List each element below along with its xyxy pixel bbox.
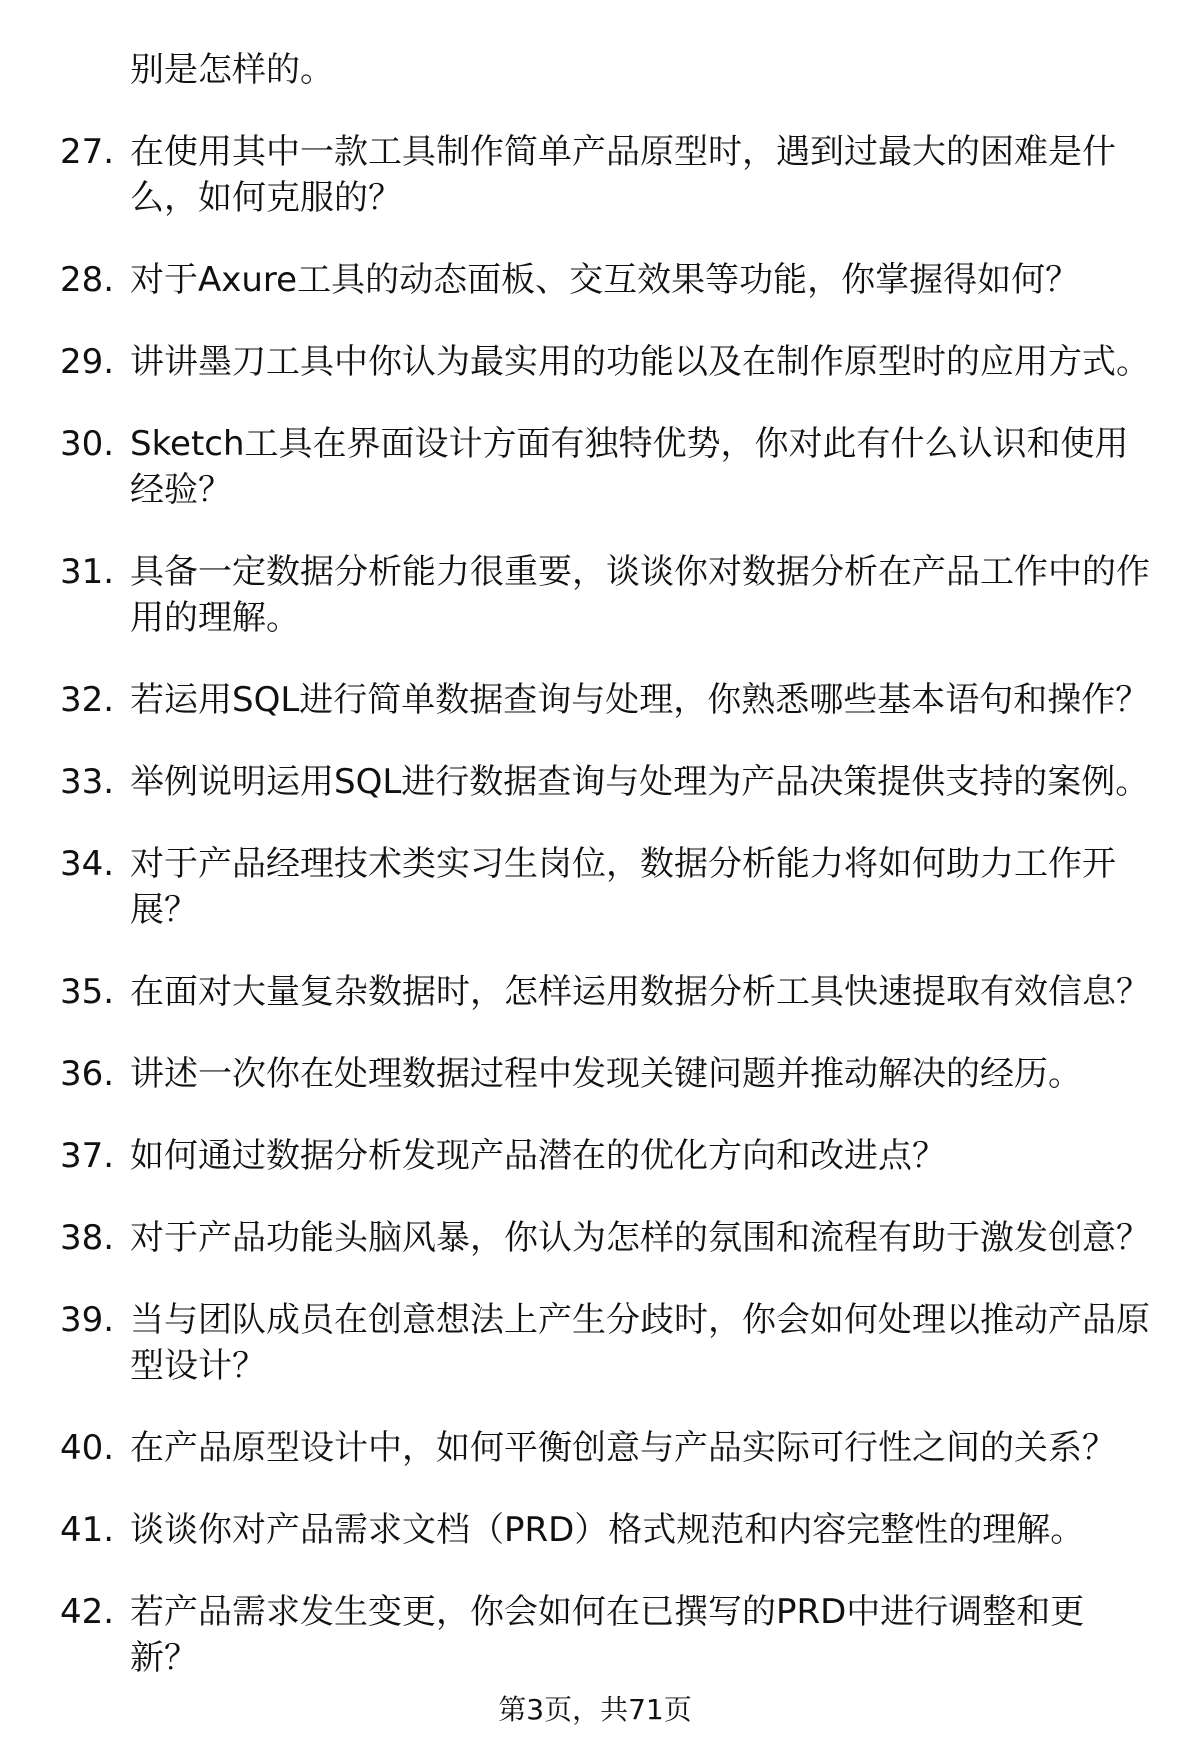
question-text: 在使用其中一款工具制作简单产品原型时，遇到过最大的困难是什么，如何克服的？	[130, 132, 1116, 218]
question-item	[0, 1297, 1190, 1389]
question-item	[0, 1133, 1190, 1179]
question-item	[0, 549, 1190, 641]
question-text: 当与团队成员在创意想法上产生分歧时，你会如何处理以推动产品原型设计？	[130, 1300, 1150, 1386]
question-item	[0, 1051, 1190, 1097]
question-number: 33.	[60, 762, 115, 802]
question-list	[0, 47, 1190, 1717]
question-text: Sketch工具在界面设计方面有独特优势，你对此有什么认识和使用经验？	[130, 424, 1129, 510]
question-number: 29.	[60, 342, 115, 382]
question-text: 具备一定数据分析能力很重要，谈谈你对数据分析在产品工作中的作用的理解。	[130, 552, 1150, 638]
question-text: 若运用SQL进行简单数据查询与处理，你熟悉哪些基本语句和操作？	[130, 680, 1150, 720]
question-item	[0, 339, 1190, 385]
question-number: 35.	[60, 972, 115, 1012]
question-number: 34.	[60, 844, 115, 884]
page-footer: 第3页，共71页	[498, 1693, 692, 1726]
continuation-text: 别是怎样的。	[130, 50, 334, 90]
question-item	[0, 129, 1190, 221]
question-text: 对于产品经理技术类实习生岗位，数据分析能力将如何助力工作开展？	[130, 844, 1116, 930]
question-number: 36.	[60, 1054, 115, 1094]
question-number: 31.	[60, 552, 115, 592]
question-text: 谈谈你对产品需求文档（PRD）格式规范和内容完整性的理解。	[130, 1510, 1085, 1550]
question-text: 在面对大量复杂数据时，怎样运用数据分析工具快速提取有效信息？	[130, 972, 1150, 1012]
question-text: 讲讲墨刀工具中你认为最实用的功能以及在制作原型时的应用方式。	[130, 342, 1150, 382]
question-item	[0, 759, 1190, 805]
question-item	[0, 969, 1190, 1015]
question-text: 讲述一次你在处理数据过程中发现关键问题并推动解决的经历。	[130, 1054, 1082, 1094]
question-text: 举例说明运用SQL进行数据查询与处理为产品决策提供支持的案例。	[130, 762, 1150, 802]
question-number: 40.	[60, 1428, 115, 1468]
question-number: 28.	[60, 260, 115, 300]
question-items	[0, 129, 1190, 1681]
question-item	[0, 1589, 1190, 1681]
question-number: 27.	[60, 132, 115, 172]
question-item	[0, 841, 1190, 933]
question-number: 41.	[60, 1510, 115, 1550]
question-item	[0, 257, 1190, 303]
question-number: 39.	[60, 1300, 115, 1340]
question-item	[0, 1507, 1190, 1553]
question-number: 30.	[60, 424, 115, 464]
question-text: 若产品需求发生变更，你会如何在已撰写的PRD中进行调整和更新？	[130, 1592, 1085, 1678]
question-item	[0, 421, 1190, 513]
question-number: 37.	[60, 1136, 115, 1176]
question-number: 38.	[60, 1218, 115, 1258]
question-text: 对于产品功能头脑风暴，你认为怎样的氛围和流程有助于激发创意？	[130, 1218, 1150, 1258]
question-number: 32.	[60, 680, 115, 720]
question-text: 在产品原型设计中，如何平衡创意与产品实际可行性之间的关系？	[130, 1428, 1116, 1468]
question-text: 如何通过数据分析发现产品潜在的优化方向和改进点？	[130, 1136, 946, 1176]
question-item	[0, 1425, 1190, 1471]
question-item	[0, 677, 1190, 723]
question-item	[0, 1215, 1190, 1261]
question-text: 对于Axure工具的动态面板、交互效果等功能，你掌握得如何？	[130, 260, 1080, 300]
question-number: 42.	[60, 1592, 115, 1632]
watermark: ​	[240, 780, 348, 918]
